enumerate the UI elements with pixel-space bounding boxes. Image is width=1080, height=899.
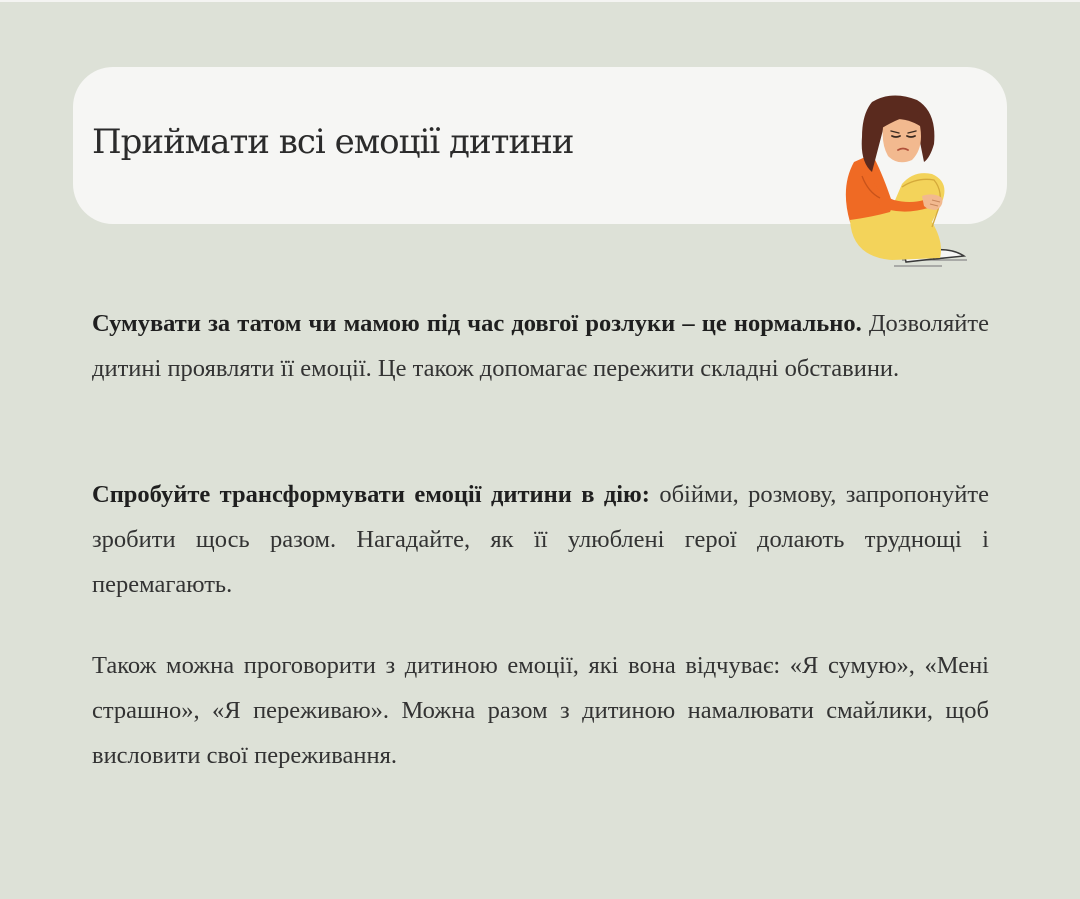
sad-girl-illustration-icon (832, 92, 977, 272)
paragraph-1 (92, 301, 989, 391)
paragraph-2-bold: Спробуйте трансформувати емоції дитини в дію: (92, 481, 650, 508)
page-title: Приймати всі емоції дитини (92, 122, 574, 162)
paragraph-3 (92, 643, 989, 778)
paragraph-1-bold: Сумувати за татом чи мамою під час довгої розлуки – це нормально. (92, 310, 862, 337)
paragraph-2 (92, 472, 989, 607)
paragraph-1-text: Дозволяйте дитині проявляти її емоції. Це також допомагає пережити складні обставини. (92, 310, 989, 382)
paragraph-3-text: Також можна проговорити з дитиною емоції, які вона відчуває: «Я сумую», «Мені страшно», «Я переживаю». Можна разом з дитиною намалювати смайлики, щоб висловити свої переживання. (92, 652, 989, 769)
paragraph-2-text: обійми, розмову, запропонуйте зробити щось разом. Нагадайте, як її улюблені герої долають труднощі і перемагають. (92, 481, 989, 598)
top-edge-line (0, 0, 1080, 2)
